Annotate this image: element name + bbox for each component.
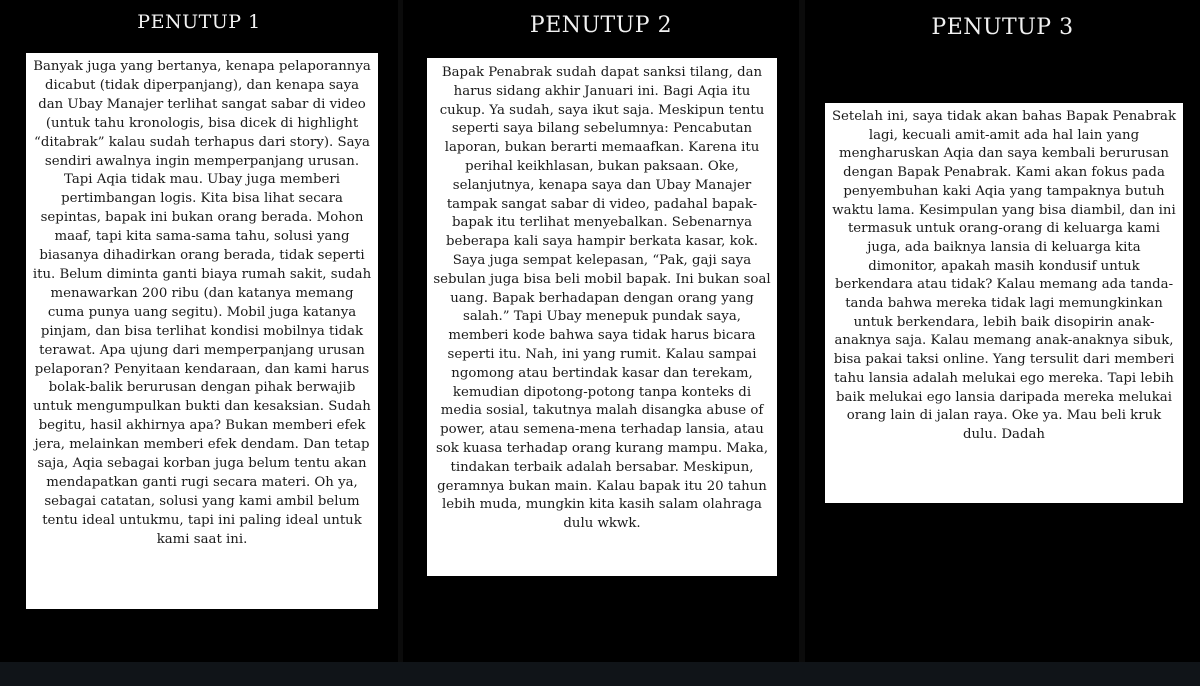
panel-title: PENUTUP 1 (137, 11, 261, 33)
background-footer-strip (0, 662, 1200, 686)
panel-text-box: Banyak juga yang bertanya, kenapa pelaporannya dicabut (tidak diperpanjang), dan kenapa saya dan Ubay Manajer terlihat sangat sabar di video (untuk tahu kronologis, bisa dicek di highlight “ditabrak” kalau sudah terhapus dari story). Saya sendiri awalnya ingin memperpanjang urusan. Tapi Aqia tidak mau. Ubay juga memberi pertimbangan logis. Kita bisa lihat secara sepintas, bapak ini bukan orang berada. Mohon maaf, tapi kita sama-sama tahu, solusi yang biasanya dihadirkan orang berada, tidak seperti itu. Belum diminta ganti biaya rumah sakit, sudah menawarkan 200 ribu (dan katanya memang cuma punya uang segitu). Mobil juga katanya pinjam, dan bisa terlihat kondisi mobilnya tidak terawat. Apa ujung dari memperpanjang urusan pelaporan? Penyitaan kendaraan, dan kami harus bolak-balik berurusan dengan pihak berwajib untuk mengumpulkan bukti dan kesaksian. Sudah begitu, hasil akhirnya apa? Bukan memberi efek jera, melainkan memberi efek dendam. Dan tetap saja, Aqia sebagai korban juga belum tentu akan mendapatkan ganti rugi secara materi. Oh ya, sebagai catatan, solusi yang kami ambil belum tentu ideal untukmu, tapi ini paling ideal untuk kami saat ini. (26, 53, 378, 609)
closing-panel-3 (805, 0, 1200, 662)
closing-panel-1 (0, 0, 398, 672)
panel-title: PENUTUP 2 (529, 13, 673, 38)
panel-text-box: Setelah ini, saya tidak akan bahas Bapak Penabrak lagi, kecuali amit-amit ada hal lain yang mengharuskan Aqia dan saya kembali berurusan dengan Bapak Penabrak. Kami akan fokus pada penyembuhan kaki Aqia yang tampaknya butuh waktu lama. Kesimpulan yang bisa diambil, dan ini termasuk untuk orang-orang di keluarga kami juga, ada baiknya lansia di keluarga kita dimonitor, apakah masih kondusif untuk berkendara atau tidak? Kalau memang ada tanda-tanda bahwa mereka tidak lagi memungkinkan untuk berkendara, lebih baik disopirin anak-anaknya saja. Kalau memang anak-anaknya sibuk, bisa pakai taksi online. Yang tersulit dari memberi tahu lansia adalah melukai ego mereka. Tapi lebih baik melukai ego lansia daripada mereka melukai orang lain di jalan raya. Oke ya. Mau beli kruk dulu. Dadah (825, 103, 1183, 503)
panel-text-box: Bapak Penabrak sudah dapat sanksi tilang, dan harus sidang akhir Januari ini. Bagi Aqia itu cukup. Ya sudah, saya ikut saja. Meskipun tentu seperti saya bilang sebelumnya: Pencabutan laporan, bukan berarti memaafkan. Karena itu perihal keikhlasan, bukan paksaan. Oke, selanjutnya, kenapa saya dan Ubay Manajer tampak sangat sabar di video, padahal bapak-bapak itu terlihat menyebalkan. Sebenarnya beberapa kali saya hampir berkata kasar, kok. Saya juga sempat kelepasan, “Pak, gaji saya sebulan juga bisa beli mobil bapak. Ini bukan soal uang. Bapak berhadapan dengan orang yang salah.” Tapi Ubay menepuk pundak saya, memberi kode bahwa saya tidak harus bicara seperti itu. Nah, ini yang rumit. Kalau sampai ngomong atau bertindak kasar dan terekam, kemudian dipotong-potong tanpa konteks di media sosial, takutnya malah disangka abuse of power, atau semena-mena terhadap lansia, atau sok kuasa terhadap orang kurang mampu. Maka, tindakan terbaik adalah bersabar. Meskipun, geramnya bukan main. Kalau bapak itu 20 tahun lebih muda, mungkin kita kasih salam olahraga dulu wkwk. (427, 58, 777, 576)
panel-title: PENUTUP 3 (931, 15, 1074, 40)
closing-panel-2 (403, 0, 799, 672)
